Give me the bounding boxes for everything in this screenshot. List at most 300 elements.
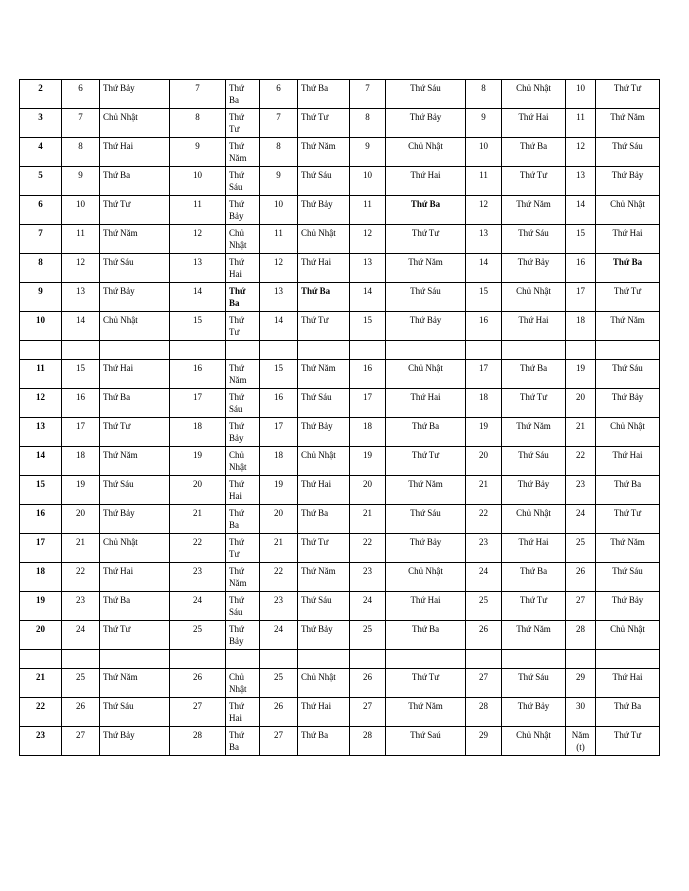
table-cell: Thứ Ba	[596, 254, 660, 283]
table-cell	[170, 341, 226, 360]
table-cell: Thứ Hai	[298, 476, 350, 505]
table-cell: 12	[170, 225, 226, 254]
table-cell: 23	[260, 592, 298, 621]
table-row	[20, 254, 660, 283]
table-cell: Thứ Tư	[502, 389, 566, 418]
table-cell: Thứ Sáu	[226, 167, 260, 196]
table-cell: Thứ Năm	[226, 138, 260, 167]
table-cell	[170, 650, 226, 669]
table-cell: 9	[62, 167, 100, 196]
row-index-cell: 15	[20, 476, 62, 505]
table-cell: Năm (t)	[566, 727, 596, 756]
table-row	[20, 563, 660, 592]
table-cell: 22	[62, 563, 100, 592]
table-cell: 10	[466, 138, 502, 167]
table-cell: Thứ Sáu	[386, 505, 466, 534]
table-cell: Thứ Sáu	[100, 698, 170, 727]
table-cell: Thứ Sáu	[298, 592, 350, 621]
table-cell: 8	[350, 109, 386, 138]
table-cell: 10	[62, 196, 100, 225]
row-index-cell: 9	[20, 283, 62, 312]
table-cell: 27	[170, 698, 226, 727]
table-cell: Thứ Hai	[100, 360, 170, 389]
table-cell: 12	[62, 254, 100, 283]
table-cell: Thứ Ba	[100, 389, 170, 418]
table-cell: Thứ Năm	[502, 621, 566, 650]
table-row	[20, 360, 660, 389]
table-cell: Thứ Bảy	[596, 167, 660, 196]
table-cell: Thứ Bảy	[386, 534, 466, 563]
table-cell: Thứ Năm	[100, 669, 170, 698]
table-cell: 14	[170, 283, 226, 312]
table-cell: 25	[350, 621, 386, 650]
table-cell: 20	[62, 505, 100, 534]
table-cell: Thứ Bảy	[100, 727, 170, 756]
table-cell: Chủ Nhật	[100, 312, 170, 341]
table-cell: 27	[566, 592, 596, 621]
table-cell: Thứ Sáu	[100, 254, 170, 283]
table-cell: 26	[466, 621, 502, 650]
row-index-cell: 6	[20, 196, 62, 225]
table-cell	[226, 341, 260, 360]
table-cell: Chủ Nhật	[386, 138, 466, 167]
table-cell: 15	[566, 225, 596, 254]
table-cell: Thứ Ba	[386, 196, 466, 225]
table-cell: 22	[350, 534, 386, 563]
row-index-cell: 3	[20, 109, 62, 138]
table-cell: 18	[62, 447, 100, 476]
table-cell: Chủ Nhật	[298, 447, 350, 476]
table-cell: 23	[170, 563, 226, 592]
table-cell: 26	[62, 698, 100, 727]
table-cell: 15	[62, 360, 100, 389]
table-cell: 13	[566, 167, 596, 196]
table-cell: Thứ Tư	[596, 80, 660, 109]
table-cell: 26	[260, 698, 298, 727]
table-cell: 14	[466, 254, 502, 283]
table-cell: Thứ Bảy	[226, 418, 260, 447]
table-cell: Thứ Tư	[100, 418, 170, 447]
table-cell: Thứ Năm	[298, 360, 350, 389]
table-cell: 14	[350, 283, 386, 312]
table-cell: Thứ Sáu	[298, 167, 350, 196]
table-cell: 19	[170, 447, 226, 476]
table-cell: 24	[350, 592, 386, 621]
table-cell: Thứ Bảy	[502, 698, 566, 727]
table-cell	[502, 341, 566, 360]
table-row	[20, 669, 660, 698]
table-cell: Thứ Tư	[596, 283, 660, 312]
row-index-cell: 21	[20, 669, 62, 698]
row-index-cell: 8	[20, 254, 62, 283]
table-cell: 9	[170, 138, 226, 167]
table-cell: 11	[350, 196, 386, 225]
table-cell: 23	[350, 563, 386, 592]
table-cell: 11	[260, 225, 298, 254]
table-cell: 7	[260, 109, 298, 138]
table-cell: Thứ Ba	[386, 621, 466, 650]
row-index-cell	[20, 341, 62, 360]
table-cell: 24	[170, 592, 226, 621]
table-cell: 19	[350, 447, 386, 476]
table-cell: 27	[62, 727, 100, 756]
table-row	[20, 505, 660, 534]
table-cell: 18	[260, 447, 298, 476]
table-cell: 29	[566, 669, 596, 698]
table-cell: 21	[170, 505, 226, 534]
table-cell: Thứ Bảy	[226, 621, 260, 650]
table-cell: 25	[260, 669, 298, 698]
table-cell	[502, 650, 566, 669]
table-cell	[298, 341, 350, 360]
table-cell: 28	[350, 727, 386, 756]
table-cell: 22	[466, 505, 502, 534]
table-cell: Thứ Tư	[386, 669, 466, 698]
table-cell	[62, 650, 100, 669]
row-index-cell: 16	[20, 505, 62, 534]
table-cell: Chủ Nhật	[386, 360, 466, 389]
row-index-cell: 22	[20, 698, 62, 727]
table-cell: Thứ Năm	[596, 534, 660, 563]
table-cell: Thứ Tư	[386, 225, 466, 254]
table-cell: Thứ Hai	[386, 167, 466, 196]
table-cell: 21	[566, 418, 596, 447]
table-cell: Chủ Nhật	[502, 505, 566, 534]
table-cell: Thứ Hai	[298, 698, 350, 727]
table-cell: Thứ Bảy	[596, 389, 660, 418]
table-cell: 8	[466, 80, 502, 109]
table-cell: Thứ Ba	[596, 698, 660, 727]
table-cell: Chủ Nhật	[226, 669, 260, 698]
table-cell: 18	[350, 418, 386, 447]
table-cell: Thứ Sáu	[502, 225, 566, 254]
table-cell: Thứ Sáu	[386, 283, 466, 312]
table-cell: Thứ Ba	[226, 727, 260, 756]
table-cell: 11	[62, 225, 100, 254]
table-cell: Thứ Bảy	[596, 592, 660, 621]
table-cell: Thứ Sáu	[596, 138, 660, 167]
table-cell: 19	[260, 476, 298, 505]
table-cell: 17	[566, 283, 596, 312]
table-cell: Thứ Ba	[298, 80, 350, 109]
calendar-table	[19, 79, 660, 756]
table-cell: Thứ Tư	[386, 447, 466, 476]
row-index-cell: 11	[20, 360, 62, 389]
table-cell: 10	[350, 167, 386, 196]
row-index-cell: 2	[20, 80, 62, 109]
table-cell	[466, 650, 502, 669]
table-cell: Chủ Nhật	[386, 563, 466, 592]
row-index-cell: 13	[20, 418, 62, 447]
table-cell: 11	[170, 196, 226, 225]
table-cell: Chủ Nhật	[226, 447, 260, 476]
table-cell: 15	[170, 312, 226, 341]
table-cell: Thứ Tư	[100, 196, 170, 225]
table-cell: Thứ Hai	[298, 254, 350, 283]
table-cell: Thứ Bảy	[298, 621, 350, 650]
table-cell: Thứ Bảy	[502, 476, 566, 505]
table-cell: 13	[350, 254, 386, 283]
table-cell: 24	[566, 505, 596, 534]
calendar-body	[20, 80, 660, 756]
table-cell: Thứ Năm	[226, 563, 260, 592]
table-cell	[100, 341, 170, 360]
table-cell: Chủ Nhật	[100, 534, 170, 563]
table-cell: 12	[350, 225, 386, 254]
table-cell: 22	[566, 447, 596, 476]
table-cell: 7	[170, 80, 226, 109]
table-row	[20, 80, 660, 109]
table-cell: Thứ Hai	[502, 109, 566, 138]
row-index-cell: 23	[20, 727, 62, 756]
table-row	[20, 196, 660, 225]
table-cell: 24	[466, 563, 502, 592]
table-cell: 11	[566, 109, 596, 138]
table-cell: 8	[62, 138, 100, 167]
table-cell: 9	[466, 109, 502, 138]
table-row	[20, 418, 660, 447]
table-cell: Thứ Tư	[298, 312, 350, 341]
table-cell: Thứ Bảy	[226, 196, 260, 225]
table-cell: 10	[260, 196, 298, 225]
table-cell: 14	[62, 312, 100, 341]
table-cell: Thứ Năm	[502, 418, 566, 447]
table-cell: Thứ Năm	[596, 109, 660, 138]
table-cell: Thứ Ba	[100, 167, 170, 196]
table-cell: 20	[260, 505, 298, 534]
table-cell: Thứ Hai	[386, 592, 466, 621]
table-cell	[260, 341, 298, 360]
table-cell: Thứ Bảy	[386, 312, 466, 341]
table-cell: 9	[350, 138, 386, 167]
table-cell: 13	[260, 283, 298, 312]
table-cell: Chủ Nhật	[100, 109, 170, 138]
table-cell: 17	[260, 418, 298, 447]
table-cell: Thứ Tư	[596, 505, 660, 534]
row-index-cell: 5	[20, 167, 62, 196]
table-cell: 21	[466, 476, 502, 505]
table-cell: Chủ Nhật	[596, 196, 660, 225]
row-index-cell: 4	[20, 138, 62, 167]
table-cell: Chủ Nhật	[596, 621, 660, 650]
table-cell: Thứ Bảy	[298, 418, 350, 447]
row-index-cell: 17	[20, 534, 62, 563]
table-cell: 12	[566, 138, 596, 167]
table-cell: Chủ Nhật	[502, 283, 566, 312]
table-cell: Thứ Hai	[226, 698, 260, 727]
table-cell: 25	[566, 534, 596, 563]
table-cell: 21	[350, 505, 386, 534]
table-cell: Thứ Ba	[226, 505, 260, 534]
table-cell	[596, 341, 660, 360]
table-cell	[298, 650, 350, 669]
table-cell: Thứ Tư	[100, 621, 170, 650]
table-cell: Chủ Nhật	[298, 669, 350, 698]
table-cell: Thứ Ba	[502, 138, 566, 167]
table-cell: 15	[466, 283, 502, 312]
table-cell	[100, 650, 170, 669]
table-row	[20, 727, 660, 756]
table-cell	[566, 341, 596, 360]
table-cell	[260, 650, 298, 669]
row-index-cell: 19	[20, 592, 62, 621]
table-cell: Thứ Bảy	[100, 505, 170, 534]
table-cell: Thứ Tư	[298, 534, 350, 563]
table-cell: Thứ Năm	[226, 360, 260, 389]
table-cell: 24	[260, 621, 298, 650]
table-cell: 19	[466, 418, 502, 447]
table-cell: Thứ Ba	[596, 476, 660, 505]
table-cell: Thứ Ba	[298, 283, 350, 312]
table-cell: Thứ Năm	[502, 196, 566, 225]
table-cell: 18	[466, 389, 502, 418]
table-cell: 16	[566, 254, 596, 283]
table-row	[20, 312, 660, 341]
table-row	[20, 389, 660, 418]
table-row	[20, 476, 660, 505]
table-cell: 15	[260, 360, 298, 389]
table-cell: Thứ Ba	[502, 563, 566, 592]
table-cell: Thứ Năm	[298, 563, 350, 592]
table-row	[20, 534, 660, 563]
table-cell: Thứ Sáu	[502, 447, 566, 476]
row-index-cell: 7	[20, 225, 62, 254]
table-cell: Thứ Bảy	[100, 283, 170, 312]
table-cell: Thứ Ba	[100, 592, 170, 621]
row-index-cell: 20	[20, 621, 62, 650]
table-cell: 23	[566, 476, 596, 505]
table-cell: 20	[566, 389, 596, 418]
table-row	[20, 138, 660, 167]
table-cell: 7	[62, 109, 100, 138]
table-cell: 27	[350, 698, 386, 727]
table-cell: 17	[62, 418, 100, 447]
table-cell: 26	[170, 669, 226, 698]
table-cell: 21	[260, 534, 298, 563]
table-cell: 17	[170, 389, 226, 418]
row-index-cell: 18	[20, 563, 62, 592]
table-cell: Chủ Nhật	[502, 80, 566, 109]
table-cell: 17	[466, 360, 502, 389]
table-cell: Thứ Sáu	[226, 389, 260, 418]
table-cell: 12	[466, 196, 502, 225]
table-cell: 6	[62, 80, 100, 109]
table-cell: Thứ Tư	[502, 167, 566, 196]
table-cell	[466, 341, 502, 360]
table-cell: Thứ Năm	[100, 225, 170, 254]
table-cell: 6	[260, 80, 298, 109]
table-cell: 10	[566, 80, 596, 109]
table-cell: 27	[260, 727, 298, 756]
table-cell: 13	[170, 254, 226, 283]
table-cell: 23	[466, 534, 502, 563]
table-cell: 14	[566, 196, 596, 225]
table-cell: Chủ Nhật	[226, 225, 260, 254]
table-cell: Thứ Tư	[298, 109, 350, 138]
table-cell: 7	[350, 80, 386, 109]
table-cell: Thứ Bảy	[386, 109, 466, 138]
table-cell: 28	[466, 698, 502, 727]
table-cell: Thứ Sáu	[226, 592, 260, 621]
table-cell: Thứ Sáu	[596, 563, 660, 592]
table-row	[20, 447, 660, 476]
table-cell: Thứ Tư	[226, 109, 260, 138]
table-cell: Thứ Hai	[226, 254, 260, 283]
table-cell: 20	[350, 476, 386, 505]
table-row	[20, 109, 660, 138]
table-cell: 10	[170, 167, 226, 196]
table-cell: 13	[62, 283, 100, 312]
table-cell	[350, 650, 386, 669]
table-cell: 12	[260, 254, 298, 283]
table-cell: Thứ Năm	[386, 476, 466, 505]
table-cell: 27	[466, 669, 502, 698]
table-cell: Thứ Năm	[100, 447, 170, 476]
table-cell: 19	[62, 476, 100, 505]
table-cell: Thứ Ba	[502, 360, 566, 389]
table-cell: Thứ Tư	[226, 312, 260, 341]
table-cell: Thứ Năm	[298, 138, 350, 167]
table-cell: 25	[170, 621, 226, 650]
row-index-cell: 12	[20, 389, 62, 418]
table-cell: Thứ Ba	[226, 80, 260, 109]
table-cell: 22	[260, 563, 298, 592]
table-cell: Chủ Nhật	[502, 727, 566, 756]
table-cell: 16	[260, 389, 298, 418]
table-cell	[62, 341, 100, 360]
table-row	[20, 698, 660, 727]
table-cell: 23	[62, 592, 100, 621]
table-cell: Thứ Tư	[226, 534, 260, 563]
table-cell: Thứ Hai	[596, 669, 660, 698]
table-cell	[566, 650, 596, 669]
table-cell: 8	[170, 109, 226, 138]
table-cell: Thứ Hai	[100, 563, 170, 592]
table-cell: Thứ Hai	[226, 476, 260, 505]
table-cell: 22	[170, 534, 226, 563]
row-index-cell: 10	[20, 312, 62, 341]
table-cell	[386, 341, 466, 360]
table-cell: Thứ Hai	[596, 225, 660, 254]
table-row	[20, 621, 660, 650]
table-cell: Thứ Sáu	[502, 669, 566, 698]
table-row	[20, 167, 660, 196]
table-cell: Thứ Bảy	[100, 80, 170, 109]
blank-row	[20, 341, 660, 360]
table-cell: Thứ Tư	[596, 727, 660, 756]
table-cell: 9	[260, 167, 298, 196]
table-cell	[226, 650, 260, 669]
table-cell: Thứ Hai	[596, 447, 660, 476]
table-cell: 13	[466, 225, 502, 254]
blank-row	[20, 650, 660, 669]
table-cell: 24	[62, 621, 100, 650]
table-cell: Thứ Ba	[298, 727, 350, 756]
table-cell: Thứ Bảy	[298, 196, 350, 225]
table-cell: 16	[466, 312, 502, 341]
table-cell	[596, 650, 660, 669]
table-cell: Thứ Hai	[100, 138, 170, 167]
table-row	[20, 283, 660, 312]
row-index-cell: 14	[20, 447, 62, 476]
table-cell: 25	[62, 669, 100, 698]
table-row	[20, 225, 660, 254]
table-cell: 30	[566, 698, 596, 727]
table-cell: Thứ Hai	[502, 534, 566, 563]
table-cell: Thứ Năm	[386, 254, 466, 283]
table-cell: 26	[350, 669, 386, 698]
table-cell: Thứ Ba	[386, 418, 466, 447]
